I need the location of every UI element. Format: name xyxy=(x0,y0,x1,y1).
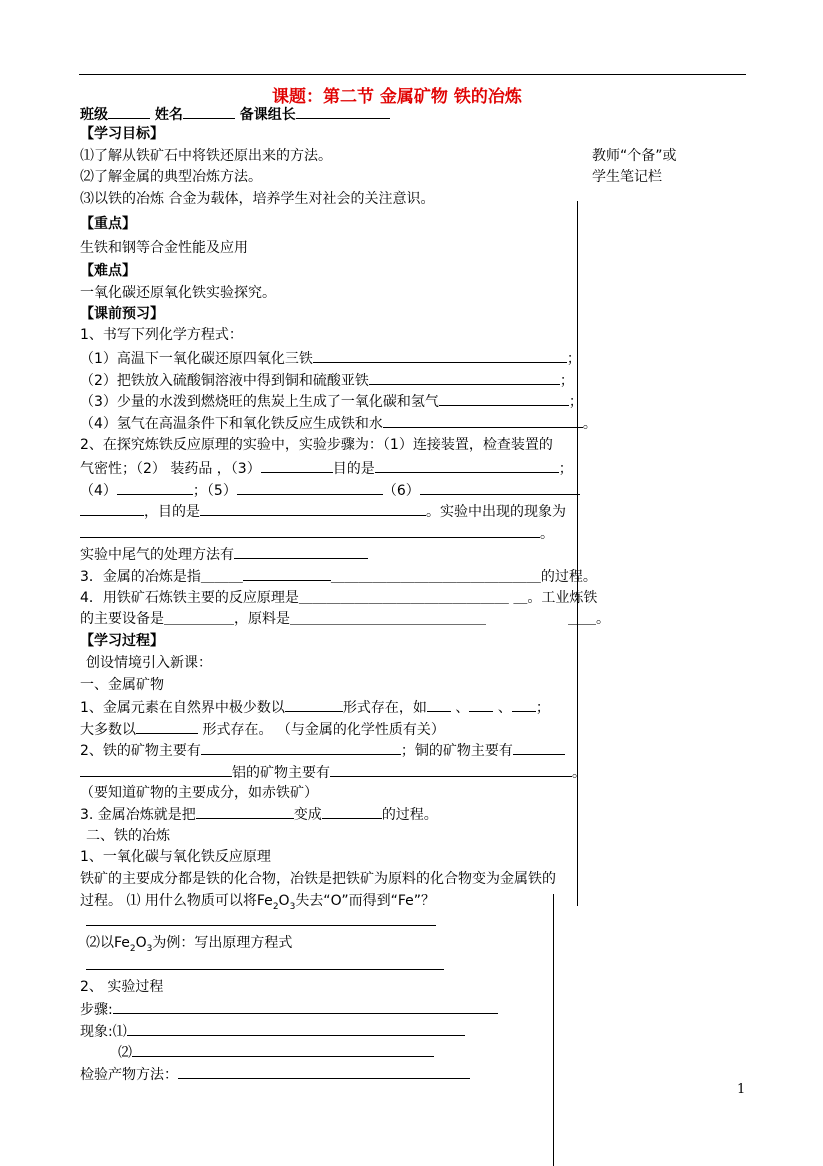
header-row xyxy=(80,104,390,125)
process-heading-1: 一、金属矿物 xyxy=(80,677,164,693)
answer-blank[interactable] xyxy=(427,697,451,712)
margin-divider-upper xyxy=(577,201,578,906)
question-1a: （1）高温下一氧化碳还原四氧化三铁 ； xyxy=(80,348,581,369)
question-1: 1、书写下列化学方程式： xyxy=(80,327,243,343)
side-note-line1: 教师“个备”或 xyxy=(592,148,677,164)
answer-blank[interactable] xyxy=(439,391,569,406)
top-rule xyxy=(79,74,746,75)
answer-blank[interactable] xyxy=(80,523,540,538)
answer-blank[interactable] xyxy=(132,1042,434,1057)
goal-1: ⑴了解从铁矿石中将铁还原出来的方法。 xyxy=(80,148,332,164)
answer-blank[interactable] xyxy=(86,955,444,970)
process-heading-3: 2、 实验过程 xyxy=(80,979,164,995)
answer-blank[interactable] xyxy=(201,740,401,755)
answer-blank[interactable] xyxy=(127,1021,465,1036)
question-1b: （2）把铁放入硫酸铜溶液中得到铜和硫酸亚铁 ； xyxy=(80,370,574,391)
steps-line: 步骤: xyxy=(80,999,498,1020)
answer-blank[interactable] xyxy=(86,911,436,926)
process-line-5: （要知道矿物的主要成分，如赤铁矿） xyxy=(80,785,318,801)
section-process: 【学习过程】 xyxy=(80,633,164,649)
question-2a: 2、在探究炼铁反应原理的实验中，实验步骤为：（1）连接装置，检查装置的 xyxy=(80,437,553,453)
page-title: 课题：第二节 金属矿物 铁的冶炼 xyxy=(272,87,522,107)
process-line-3: 2、铁的矿物主要有 ；铜的矿物主要有 xyxy=(80,740,565,761)
difficult-1: 一氧化碳还原氧化铁实验探究。 xyxy=(80,285,276,301)
answer-line xyxy=(86,955,444,976)
answer-blank[interactable] xyxy=(469,697,493,712)
section-goals: 【学习目标】 xyxy=(80,126,164,142)
question-4-line2: 的主要设备是＿＿＿＿＿，原料是＿＿＿＿＿＿＿＿＿＿＿＿＿＿ ＿＿。 xyxy=(80,611,610,627)
process-intro: 创设情境引入新课： xyxy=(86,655,212,671)
answer-blank[interactable] xyxy=(322,804,382,819)
answer-blank[interactable] xyxy=(330,762,572,777)
answer-blank[interactable] xyxy=(313,348,567,363)
section-key: 【重点】 xyxy=(80,216,136,232)
product-test-line: 检验产物方法： xyxy=(80,1064,470,1085)
leader-label: 备课组长 xyxy=(239,107,296,123)
question-3: 3．金属的冶炼是指＿＿＿ ＿＿＿＿＿＿＿＿＿＿＿＿＿＿＿的过程。 xyxy=(80,566,597,587)
class-blank xyxy=(108,104,150,119)
answer-blank[interactable] xyxy=(80,762,232,777)
name-label: 姓名 xyxy=(154,107,183,123)
question-2b: 气密性；（2） 装药品 ，（3） 目的是 ； xyxy=(80,458,573,479)
answer-blank[interactable] xyxy=(80,501,144,516)
question-4-line1: 4．用铁矿石炼铁主要的反应原理是＿＿＿＿＿＿＿＿＿＿＿＿＿＿＿ ＿。工业炼铁 xyxy=(80,590,598,606)
answer-blank[interactable] xyxy=(234,544,368,559)
process-line-6: 3. 金属冶炼就是把 变成 的过程。 xyxy=(80,804,438,825)
class-label: 班级 xyxy=(80,107,108,123)
key-1: 生铁和钢等合金性能及应用 xyxy=(80,240,248,256)
answer-blank[interactable] xyxy=(285,697,343,712)
question-2e: 。 xyxy=(80,523,554,544)
leader-blank xyxy=(296,104,390,119)
process-line-1: 1、金属元素在自然界中极少数以 形式存在，如 、 、 ； xyxy=(80,697,550,718)
answer-blank[interactable] xyxy=(383,413,583,428)
answer-blank[interactable] xyxy=(117,480,193,495)
answer-blank[interactable] xyxy=(243,566,331,581)
answer-blank[interactable] xyxy=(261,458,333,473)
phenomenon-line-1: 现象:⑴ xyxy=(80,1021,465,1042)
answer-blank[interactable] xyxy=(113,999,498,1014)
process-line-4: 铝的矿物主要有 。 xyxy=(80,762,586,783)
side-note-line2: 学生笔记栏 xyxy=(592,169,662,185)
answer-blank[interactable] xyxy=(196,804,294,819)
process-line-10: ⑵以$Fe_2O_3$为例：写出原理方程式 xyxy=(86,935,293,954)
process-line-2: 大多数以 形式存在。 （与金属的化学性质有关） xyxy=(80,719,445,740)
goal-3: ⑶以铁的冶炼 合金为载体，培养学生对社会的关注意识。 xyxy=(80,191,435,207)
section-difficult: 【难点】 xyxy=(80,263,136,279)
goal-2: ⑵了解金属的典型冶炼方法。 xyxy=(80,169,262,185)
page-number: 1 xyxy=(737,1082,746,1097)
phenomenon-line-2: ⑵ xyxy=(118,1042,434,1063)
process-line-9: 过程。 ⑴ 用什么物质可以将$Fe_2O_3$失去“O”而得到“Fe”？ xyxy=(80,893,435,912)
question-1c: （3）少量的水泼到燃烧旺的焦炭上生成了一氧化碳和氢气 ； xyxy=(80,391,583,412)
answer-blank[interactable] xyxy=(375,458,559,473)
question-2f: 实验中尾气的处理方法有 xyxy=(80,544,368,565)
process-line-8: 铁矿的主要成分都是铁的化合物，冶铁是把铁矿为原料的化合物变为金属铁的 xyxy=(80,871,556,887)
name-blank xyxy=(183,104,235,119)
question-1d: （4）氢气在高温条件下和氧化铁反应生成铁和水 。 xyxy=(80,413,597,434)
answer-blank[interactable] xyxy=(420,480,580,495)
answer-blank[interactable] xyxy=(513,740,565,755)
answer-blank[interactable] xyxy=(237,480,383,495)
process-heading-2: 二、铁的冶炼 xyxy=(86,828,170,844)
section-preview: 【课前预习】 xyxy=(80,306,164,322)
answer-blank[interactable] xyxy=(512,697,536,712)
question-2c: （4） ；（5） （6） xyxy=(80,480,580,501)
answer-blank[interactable] xyxy=(178,1064,470,1079)
answer-blank[interactable] xyxy=(200,501,426,516)
question-2d: ，目的是 。实验中出现的现象为 xyxy=(80,501,566,522)
process-line-7: 1、一氧化碳与氧化铁反应原理 xyxy=(80,849,271,865)
answer-blank[interactable] xyxy=(136,719,198,734)
answer-line xyxy=(86,911,436,932)
margin-divider-lower xyxy=(553,894,554,1166)
answer-blank[interactable] xyxy=(369,370,560,385)
